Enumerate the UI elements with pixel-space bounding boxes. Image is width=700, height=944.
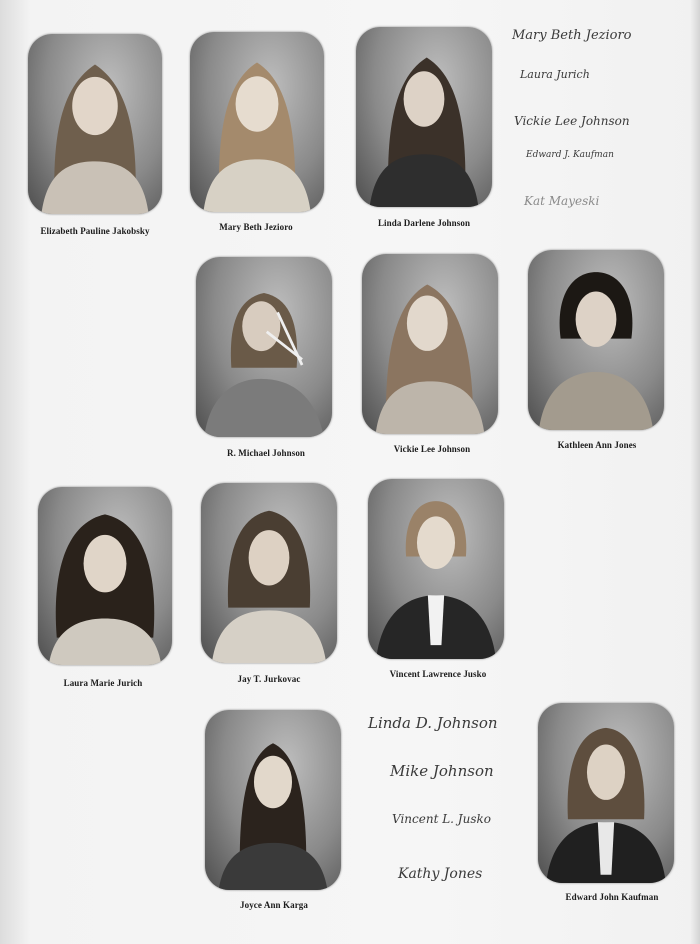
student-name: Vickie Lee Johnson: [393, 444, 471, 454]
student-name: R. Michael Johnson: [226, 448, 306, 458]
signature: Vickie Lee Johnson: [514, 114, 630, 128]
portrait-photo: [38, 487, 172, 665]
student-name: Edward John Kaufman: [565, 892, 659, 902]
portrait-photo: [205, 710, 341, 890]
student-name: Mary Beth Jezioro: [219, 222, 293, 232]
signature: Mike Johnson: [390, 762, 494, 780]
student-name: Elizabeth Pauline Jakobsky: [40, 226, 150, 236]
signature: Kat Mayeski: [524, 194, 600, 208]
student-name: Laura Marie Jurich: [63, 678, 143, 688]
signature: Linda D. Johnson: [368, 714, 498, 732]
portrait-photo: [538, 703, 674, 883]
portrait-photo: [201, 483, 337, 663]
signature: Laura Jurich: [520, 68, 590, 81]
portrait-photo: [356, 27, 492, 207]
student-name: Kathleen Ann Jones: [557, 440, 637, 450]
portrait-photo: [196, 257, 332, 437]
portrait-photo: [528, 250, 664, 430]
student-name: Jay T. Jurkovac: [237, 674, 301, 684]
portrait-photo: [28, 34, 162, 214]
portrait-photo: [368, 479, 504, 659]
signature: Vincent L. Jusko: [392, 812, 491, 826]
signature: Edward J. Kaufman: [526, 150, 614, 160]
student-name: Vincent Lawrence Jusko: [389, 669, 487, 679]
student-name: Linda Darlene Johnson: [377, 218, 471, 228]
signature: Mary Beth Jezioro: [512, 28, 632, 43]
student-name: Joyce Ann Karga: [240, 900, 308, 910]
portrait-photo: [190, 32, 324, 212]
signature: Kathy Jones: [398, 866, 483, 882]
portrait-photo: [362, 254, 498, 434]
